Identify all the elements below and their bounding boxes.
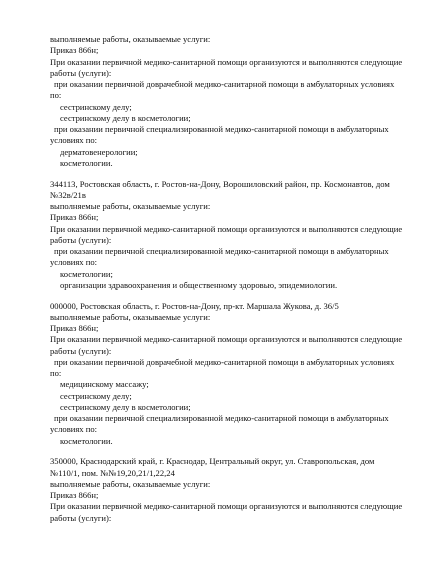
document-line: косметологии. <box>60 435 113 446</box>
document-line: по: <box>50 90 62 101</box>
document-line: выполняемые работы, оказываемые услуги: <box>50 478 211 489</box>
document-line: косметологии; <box>60 268 113 279</box>
document-line: Приказ 866н; <box>50 490 99 500</box>
document-line: №32в/21в <box>50 189 86 200</box>
document-line: при оказании первичной специализированной медико-санитарной помощи в амбулаторных <box>54 246 389 256</box>
document-line: при оказании первичной специализированной медико-санитарной помощи в амбулаторных <box>54 124 389 134</box>
address-line: 350000, Краснодарский край, г. Краснодар, Центральный округ, ул. Ставропольская, дом <box>50 456 375 467</box>
document-line: работы (услуги): <box>50 512 112 523</box>
document-line: медицинскому массажу; <box>60 379 149 390</box>
address-line: 000000, Ростовская область, г. Ростов-на-Дону, пр-кт. Маршала Жукова, д. 36/5 <box>50 300 339 311</box>
document-line: сестринскому делу в косметологии; <box>60 401 191 412</box>
document-line: выполняемые работы, оказываемые услуги: <box>50 201 211 211</box>
document-line: Приказ 866н; <box>50 212 99 223</box>
document-line: при оказании первичной специализированной медико-санитарной помощи в амбулаторных <box>54 413 389 423</box>
document-line: работы (услуги): <box>50 67 112 78</box>
document-line: сестринскому делу; <box>60 390 132 401</box>
document-line: по: <box>50 368 62 378</box>
document-line: дерматовенерологии; <box>60 146 138 157</box>
document-line: При оказании первичной медико-санитарной помощи организуются и выполняются следующие <box>50 223 403 234</box>
document-line: работы (услуги): <box>50 234 112 245</box>
document-line: условиях по: <box>50 135 98 146</box>
address-line: 344113, Ростовская область, г. Ростов-на-Дону, Ворошиловский район, пр. Космонавтов, дом <box>50 178 390 189</box>
document-line: косметологии. <box>60 157 113 168</box>
document-line: Приказ 866н; <box>50 45 99 56</box>
document-line: при оказании первичной доврачебной медико-санитарной помощи в амбулаторных условиях <box>54 79 395 89</box>
document-line: При оказании первичной медико-санитарной помощи организуются и выполняются следующие <box>50 56 403 67</box>
document-line: условиях по: <box>50 257 98 268</box>
document-line: при оказании первичной доврачебной медико-санитарной помощи в амбулаторных условиях <box>54 356 395 367</box>
document-line: выполняемые работы, оказываемые услуги: <box>50 311 211 322</box>
document-line: Приказ 866н; <box>50 323 99 333</box>
document-line: выполняемые работы, оказываемые услуги: <box>50 34 211 44</box>
document-line: При оказании первичной медико-санитарной помощи организуются и выполняются следующие <box>50 334 403 345</box>
document-line: сестринскому делу; <box>60 101 132 112</box>
document-line: условиях по: <box>50 424 98 435</box>
document-line: организации здравоохранения и общественному здоровью, эпидемиологии. <box>60 279 338 290</box>
document-line: работы (услуги): <box>50 345 112 356</box>
document-line: При оказании первичной медико-санитарной помощи организуются и выполняются следующие <box>50 501 403 512</box>
document-line: №110/1, пом. №№19,20,21/1,22,24 <box>50 467 175 478</box>
document-line: сестринскому делу в косметологии; <box>60 112 191 123</box>
